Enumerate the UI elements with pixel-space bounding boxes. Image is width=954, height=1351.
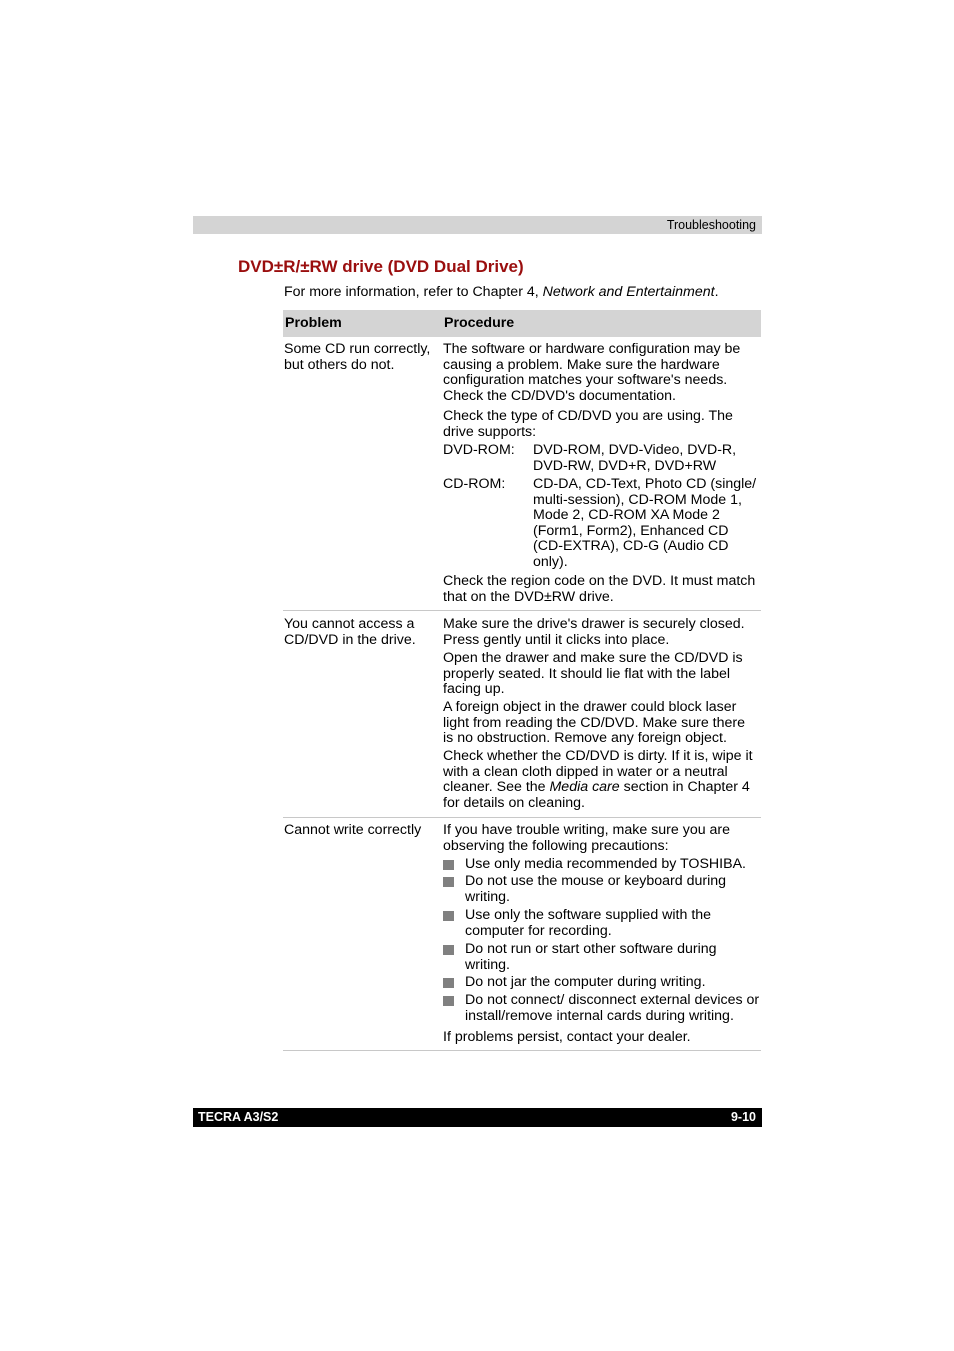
column-header-procedure: Procedure bbox=[444, 315, 515, 331]
format-value: DVD-ROM, DVD-Video, DVD-R, DVD-RW, DVD+R, DVD+RW bbox=[533, 442, 737, 474]
bullet-square-icon bbox=[443, 911, 454, 921]
problem-cell: Cannot write correctly bbox=[284, 822, 422, 838]
section-title: DVD±R/±RW drive (DVD Dual Drive) bbox=[238, 257, 524, 276]
procedure-paragraph: Make sure the drive's drawer is securely closed. Press gently until it clicks into place. bbox=[443, 616, 745, 648]
procedure-paragraph bbox=[443, 749, 759, 811]
row-divider bbox=[283, 817, 761, 818]
procedure-paragraph: Check the type of CD/DVD you are using. The drive supports: bbox=[443, 408, 733, 440]
intro-chapter-link-text: Network and Entertainment bbox=[542, 284, 715, 300]
cleaning-text: Check whether the CD/DVD is dirty. If it is, wipe it with a clean cloth dipped in water or a neutral cleaner. See the bbox=[443, 748, 753, 795]
bullet-square-icon bbox=[443, 945, 454, 955]
bullet-square-icon bbox=[443, 877, 454, 887]
procedure-paragraph: Check the region code on the DVD. It must match that on the DVD±RW drive. bbox=[443, 573, 756, 605]
bullet-square-icon bbox=[443, 996, 454, 1006]
section-name: Troubleshooting bbox=[666, 218, 756, 232]
cleaning-text-end: section in Chapter 4 for details on cleaning. bbox=[443, 779, 750, 811]
bullet-square-icon bbox=[443, 978, 454, 988]
intro-paragraph bbox=[284, 285, 719, 301]
procedure-paragraph: If problems persist, contact your dealer. bbox=[443, 1029, 691, 1045]
row-divider bbox=[283, 1050, 761, 1051]
problem-cell: Some CD run correctly, but others do not. bbox=[284, 341, 431, 373]
list-item: Do not use the mouse or keyboard during writing. bbox=[465, 873, 727, 905]
procedure-paragraph: If you have trouble writing, make sure you are observing the following precautions: bbox=[443, 822, 731, 854]
format-value: CD-DA, CD-Text, Photo CD (single/ multi-session), CD-ROM Mode 1, Mode 2, CD-ROM XA Mode 2 (Form1, Form2), Enhanced CD (CD-EXTRA), CD-G (Audio CD only). bbox=[533, 476, 757, 570]
format-label: CD-ROM: bbox=[443, 476, 506, 492]
intro-text: For more information, refer to Chapter 4, bbox=[284, 284, 543, 300]
format-label: DVD-ROM: bbox=[443, 442, 515, 458]
table-header bbox=[283, 310, 761, 337]
bullet-square-icon bbox=[443, 860, 454, 870]
procedure-paragraph: Open the drawer and make sure the CD/DVD is properly seated. It should lie flat with the label facing up. bbox=[443, 650, 743, 697]
running-footer bbox=[193, 1108, 762, 1127]
list-item: Do not connect/ disconnect external devices or install/remove internal cards during writing. bbox=[465, 992, 760, 1024]
list-item: Use only the software supplied with the computer for recording. bbox=[465, 907, 712, 939]
page-number: 9-10 bbox=[730, 1110, 756, 1124]
row-divider bbox=[283, 610, 761, 611]
running-header bbox=[193, 216, 762, 234]
model-name: TECRA A3/S2 bbox=[198, 1110, 279, 1124]
media-care-reference: Media care bbox=[549, 779, 620, 795]
list-item: Use only media recommended by TOSHIBA. bbox=[465, 856, 746, 872]
list-item: Do not run or start other software during writing. bbox=[465, 941, 717, 973]
column-header-problem: Problem bbox=[285, 315, 342, 331]
intro-end: . bbox=[714, 284, 719, 300]
procedure-paragraph: A foreign object in the drawer could block laser light from reading the CD/DVD. Make sure there is no obstruction. Remove any foreign object. bbox=[443, 699, 746, 746]
list-item: Do not jar the computer during writing. bbox=[465, 974, 706, 990]
problem-cell: You cannot access a CD/DVD in the drive. bbox=[284, 616, 416, 648]
procedure-paragraph: The software or hardware configuration may be causing a problem. Make sure the hardware configuration matches your software's needs. Check the CD/DVD's documentation. bbox=[443, 341, 741, 404]
